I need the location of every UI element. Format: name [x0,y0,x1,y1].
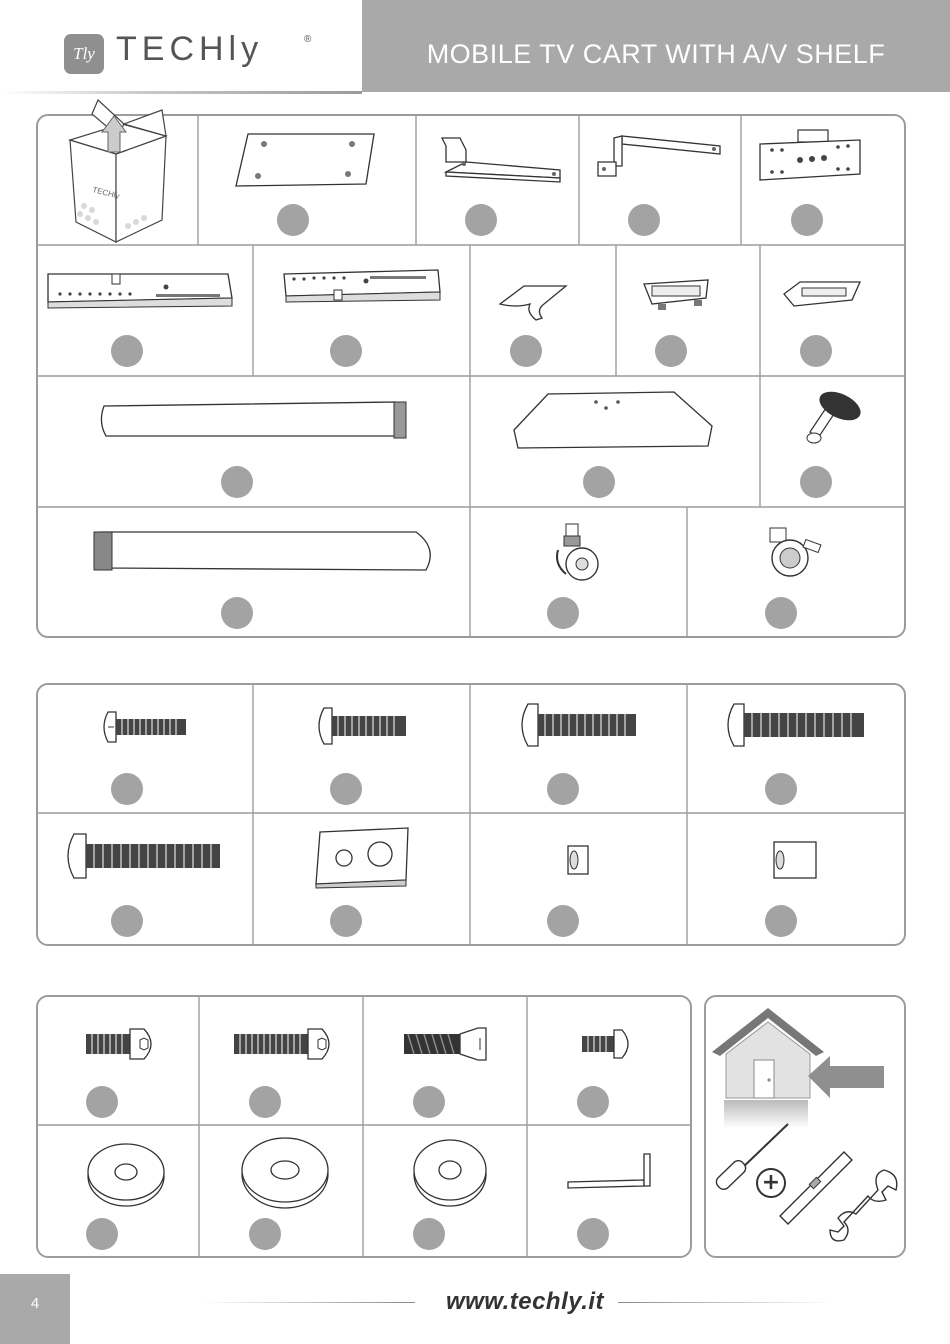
bolt-m6-icon [518,700,638,750]
part-number-badge [547,773,579,805]
part-number-badge [221,597,253,629]
part-number-badge [111,905,143,937]
column-tube-icon [96,396,416,444]
part-number-badge [765,905,797,937]
thumb-screw-icon [796,388,868,450]
registered-mark: ® [304,34,312,45]
brand-name: TECHly [116,30,264,68]
cover-clip-icon [496,282,572,322]
part-number-badge [791,204,823,236]
spacer-short-icon [564,842,592,878]
part-number-badge [330,773,362,805]
part-number-badge [577,1218,609,1250]
website-link[interactable]: www.techly.it [445,1288,605,1315]
part-number-badge [655,335,687,367]
part-number-badge [249,1218,281,1250]
caster-wheel-icon [544,520,602,584]
allen-key-icon [564,1150,656,1194]
brand-logo [64,30,324,94]
av-shelf-icon [508,388,720,454]
spacer-long-icon [770,838,820,882]
plus-icon: + [756,1168,786,1198]
part-number-badge [583,466,615,498]
countersunk-screw-icon [402,1026,494,1062]
crossbar-long-icon [42,266,234,312]
base-leg-tube-icon [86,524,440,580]
spacer-plate-icon [308,826,412,890]
crossbar-short-icon [280,266,444,310]
part-number-badge [221,466,253,498]
caster-wheel-brake-icon [760,520,826,582]
page-number: 4 [0,1274,70,1344]
part-number-badge [577,1086,609,1118]
part-number-badge [86,1086,118,1118]
shelf-clip-right-icon [780,278,864,312]
part-number-badge [413,1086,445,1118]
part-number-badge [413,1218,445,1250]
page-title: MOBILE TV CART WITH A/V SHELF [426,39,886,69]
washer-small-icon [84,1140,168,1210]
bolt-m5-short-icon [316,704,408,748]
part-number-badge [111,773,143,805]
footer-divider-right [618,1302,833,1303]
allen-screw-short-icon [84,1026,160,1062]
bolt-m4-short-icon [102,708,188,746]
allen-screw-long-icon [232,1026,338,1062]
part-number-badge [111,335,143,367]
part-number-badge [330,335,362,367]
part-number-badge [277,204,309,236]
brand-mark: Tly [64,34,104,74]
part-number-badge [800,335,832,367]
vesa-adapter-plate-icon [756,128,864,186]
bolt-m8-long-icon [64,830,222,882]
part-number-badge [249,1086,281,1118]
packaging-box-icon [62,96,174,246]
wrench-icon [826,1166,902,1246]
part-number-badge [765,773,797,805]
mounting-plate-icon [232,130,382,192]
washer-medium-icon [410,1136,490,1210]
part-number-badge [465,204,497,236]
part-number-badge [86,1218,118,1250]
tv-bracket-left-icon [436,132,564,184]
part-number-badge [547,597,579,629]
svg-text:TECHly: TECHly [91,185,121,201]
part-number-badge [800,466,832,498]
bolt-m8-icon [724,700,866,750]
part-number-badge [510,335,542,367]
small-screw-icon [580,1026,636,1062]
part-number-badge [330,905,362,937]
part-number-badge [765,597,797,629]
house-icon [708,1004,892,1130]
part-number-badge [547,905,579,937]
tv-bracket-right-icon [594,132,726,184]
washer-large-icon [238,1134,332,1212]
shelf-clip-left-icon [638,276,714,316]
part-number-badge [628,204,660,236]
